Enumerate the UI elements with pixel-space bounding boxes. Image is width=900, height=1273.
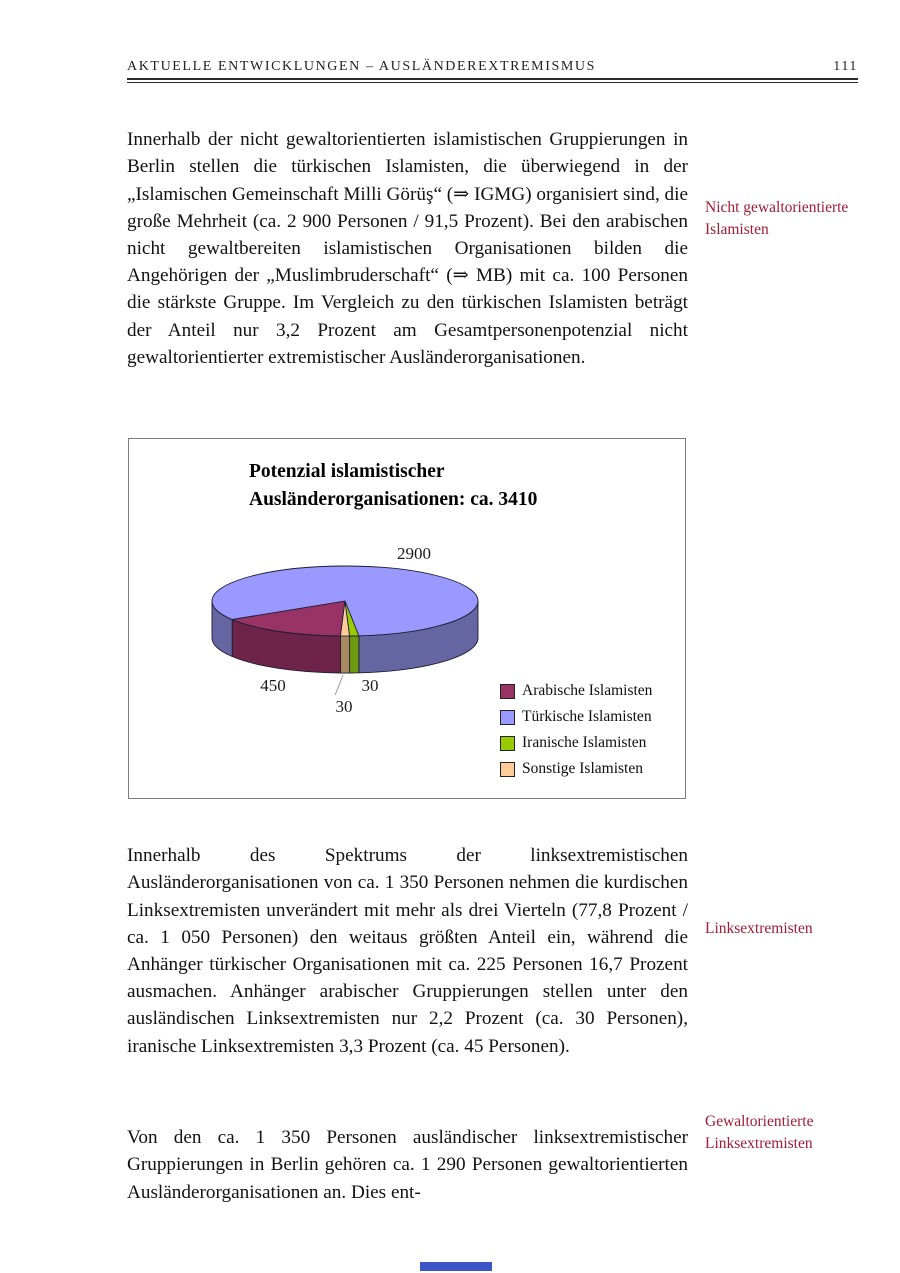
- pie-side-iranische: [350, 636, 359, 673]
- pie-side-sonstige: [340, 636, 349, 673]
- legend-label-arabische: Arabische Islamisten: [522, 682, 653, 699]
- data-label-arabische: 450: [260, 676, 286, 695]
- margin-note-linksextremisten: Linksextremisten: [705, 920, 813, 937]
- chart-title-line1: Potenzial islamistischer: [249, 461, 445, 482]
- legend-swatch-arabische: [500, 684, 515, 699]
- label-leader-line: [335, 675, 343, 695]
- header-rule: [127, 78, 858, 83]
- page-number: 111: [833, 59, 858, 74]
- data-label-tuerkische: 2900: [397, 544, 431, 563]
- margin-note-gewaltorientierte-linksextremisten: Gewaltorientierte Linksextremisten: [705, 1113, 814, 1152]
- legend-item-tuerkische: [500, 708, 652, 726]
- legend-item-sonstige: [500, 760, 652, 778]
- paragraph-gewaltorientierte-linksextremisten: Von den ca. 1 350 Personen ausländischer linksextremistischer Gruppierungen in Berlin gehören ca. 1 290 Personen gewaltorientierten Ausländerorganisationen an. Dies ent-: [127, 1127, 688, 1203]
- legend-item-iranische: [500, 734, 652, 752]
- legend-swatch-sonstige: [500, 762, 515, 777]
- chart-legend: [500, 682, 652, 786]
- paragraph-linksextremisten: Innerhalb des Spektrums der linksextremistischen Ausländerorganisationen von ca. 1 350 Personen nehmen die kurdischen Linksextremisten unverändert mit mehr als drei Vierteln (77,8 Prozent / ca. 1 050 Personen) den weitaus größten Anteil ein, während die Anhänger türkischer Organisationen mit ca. 225 Personen 16,7 Prozent ausmachen. Anhänger arabischer Gruppierungen stellen unter den ausländischen Linksextremisten nur 2,2 Prozent (ca. 30 Personen), iranische Linksextremisten 3,3 Prozent (ca. 45 Personen).: [127, 845, 688, 1057]
- footer-blue-bar: [420, 1262, 492, 1271]
- page-header: [127, 59, 858, 75]
- legend-label-tuerkische: Türkische Islamisten: [522, 708, 652, 725]
- margin-note-nicht-gewaltorientierte-islamisten: Nicht gewaltorientierte Islamisten: [705, 199, 849, 238]
- legend-swatch-tuerkische: [500, 710, 515, 725]
- paragraph-nicht-gewaltorientierte-islamisten: Innerhalb der nicht gewaltorientierten islamistischen Gruppierungen in Berlin stellen die türkischen Islamisten, die überwiegend in der „Islamischen Gemeinschaft Milli Görüş“ (⇒ IGMG) organisiert sind, die große Mehrheit (ca. 2 900 Personen / 91,5 Prozent). Bei den arabischen nicht gewaltbereiten islamistischen Organisationen bilden die Angehörigen der „Muslimbruderschaft“ (⇒ MB) mit ca. 100 Personen die stärkste Gruppe. Im Vergleich zu den türkischen Islamisten beträgt der Anteil nur 3,2 Prozent am Gesamtpersonenpotenzial nicht gewaltorientierter extremistischer Ausländerorganisationen.: [127, 129, 688, 368]
- legend-swatch-iranische: [500, 736, 515, 751]
- legend-label-sonstige: Sonstige Islamisten: [522, 760, 643, 777]
- legend-item-arabische: [500, 682, 652, 700]
- running-title: AKTUELLE ENTWICKLUNGEN – AUSLÄNDEREXTREMISMUS: [127, 59, 597, 74]
- legend-label-iranische: Iranische Islamisten: [522, 734, 647, 751]
- data-label-iranische: 30: [361, 676, 379, 695]
- chart-box: [128, 438, 686, 799]
- chart-title-line2: Ausländerorganisationen: ca. 3410: [249, 488, 538, 510]
- data-label-sonstige: 30: [335, 697, 353, 716]
